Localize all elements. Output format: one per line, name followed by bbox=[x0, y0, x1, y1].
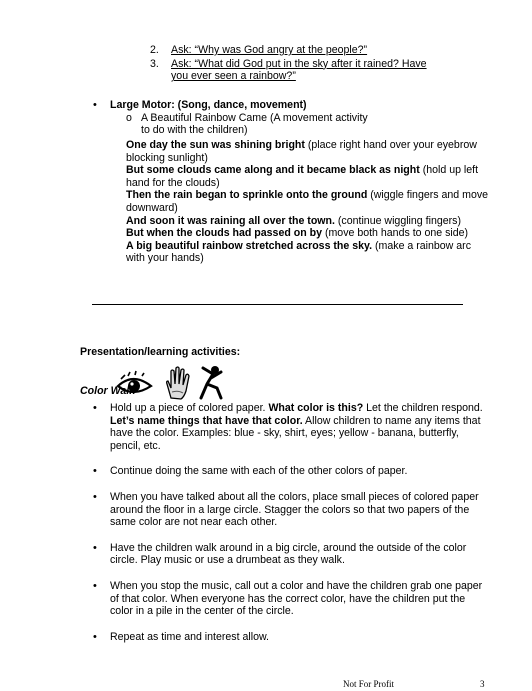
ask-text-continued: you ever seen a rainbow?” bbox=[171, 70, 296, 83]
step-text: pencil, etc. bbox=[110, 439, 161, 452]
ask-item bbox=[150, 58, 450, 83]
lyric-line bbox=[126, 202, 488, 215]
large-motor-heading: Large Motor: (Song, dance, movement) bbox=[110, 99, 307, 111]
step-text: When you stop the music, call out a color and have the children grab one paper bbox=[110, 579, 483, 592]
lyric-bold: One day the sun was shining bright bbox=[126, 139, 305, 151]
lyric-line bbox=[126, 252, 488, 265]
list-item bbox=[93, 542, 488, 567]
song-title-continued: to do with the children) bbox=[141, 124, 248, 136]
list-item bbox=[93, 631, 488, 644]
bullet: • bbox=[93, 541, 97, 554]
step-text: have the color. Examples: blue - sky, shirt, eyes; yellow - banana, butterfly, bbox=[110, 427, 459, 440]
bullet: • bbox=[93, 99, 97, 111]
page-footer bbox=[343, 678, 493, 691]
color-walk-title: Color Walk bbox=[80, 385, 136, 397]
bullet: • bbox=[93, 579, 97, 592]
lyric-bold: And soon it was raining all over the town. bbox=[126, 214, 335, 227]
step-text: same color are not near each other. bbox=[110, 516, 278, 529]
lyric-action: downward) bbox=[126, 201, 178, 214]
lyric-action: blocking sunlight) bbox=[126, 151, 208, 164]
lyric-line bbox=[126, 177, 488, 190]
ask-text: Ask: “Why was God angry at the people?” bbox=[171, 44, 368, 56]
color-walk-steps bbox=[93, 402, 488, 643]
ask-list bbox=[150, 44, 450, 84]
lyric-action: with your hands) bbox=[126, 252, 204, 265]
ask-item bbox=[150, 44, 450, 57]
step-text: Have the children walk around in a big circle, around the outside of the color bbox=[110, 541, 467, 554]
step-text: color in a pile in the center of the circle. bbox=[110, 605, 294, 618]
step-text: Allow children to name any items that bbox=[302, 414, 481, 427]
step-text: Let the children respond. bbox=[363, 402, 483, 414]
bullet: • bbox=[93, 465, 97, 478]
bullet: • bbox=[93, 490, 97, 503]
ask-number: 3. bbox=[150, 57, 159, 70]
step-text: When you have talked about all the colors, place small pieces of colored paper bbox=[110, 490, 479, 503]
section-title: Presentation/learning activities: bbox=[80, 346, 241, 358]
step-text: Repeat as time and interest allow. bbox=[110, 630, 269, 643]
lyric-bold: Then the rain began to sprinkle onto the ground bbox=[126, 189, 368, 202]
lyric-line bbox=[126, 164, 488, 177]
lyric-line bbox=[126, 139, 488, 152]
lyric-action: (make a rainbow arc bbox=[372, 239, 471, 252]
footer-text: Not For Profit bbox=[343, 679, 395, 689]
lyric-action: hand for the clouds) bbox=[126, 176, 220, 189]
step-text: of that color. When everyone has the correct color, have the children put the bbox=[110, 592, 466, 605]
lyric-line bbox=[126, 215, 488, 228]
lyric-line bbox=[126, 227, 488, 240]
bullet: • bbox=[93, 630, 97, 643]
song-title: A Beautiful Rainbow Came (A movement activity bbox=[141, 112, 368, 124]
step-instruction: Let’s name things that have that color. bbox=[110, 414, 303, 427]
lyric-line bbox=[126, 189, 488, 202]
list-item bbox=[93, 465, 488, 478]
hand-icon bbox=[167, 367, 189, 399]
lyric-line bbox=[126, 152, 488, 165]
lyric-action: (move both hands to one side) bbox=[322, 227, 469, 240]
list-item bbox=[93, 580, 488, 618]
song-lyrics bbox=[126, 139, 488, 265]
lyric-action: (place right hand over your eyebrow bbox=[304, 139, 477, 151]
step-text: Hold up a piece of colored paper. bbox=[110, 402, 269, 414]
sub-bullet-marker: o bbox=[126, 112, 132, 124]
step-text: around the floor in a large circle. Stagger the colors so that two papers of the bbox=[110, 503, 470, 516]
lyric-action: (continue wiggling fingers) bbox=[334, 214, 461, 227]
list-item bbox=[93, 491, 488, 529]
step-question: What color is this? bbox=[268, 402, 364, 414]
section-divider bbox=[92, 304, 463, 305]
lyric-line bbox=[126, 240, 488, 253]
ask-text: Ask: “What did God put in the sky after it rained? Have bbox=[171, 57, 427, 70]
lyric-bold: But some clouds came along and it became black as night bbox=[126, 164, 420, 177]
step-text: circle. Play music or use a drumbeat as they walk. bbox=[110, 554, 345, 567]
page-number: 3 bbox=[480, 679, 485, 689]
list-item bbox=[93, 402, 488, 452]
stretching-figure-icon bbox=[201, 366, 221, 398]
bullet: • bbox=[93, 402, 97, 414]
lyric-bold: But when the clouds had passed on by bbox=[126, 227, 323, 240]
ask-number: 2. bbox=[150, 44, 159, 56]
lyric-action: (wiggle fingers and move bbox=[367, 189, 489, 202]
lyric-action: (hold up left bbox=[419, 164, 479, 177]
step-text: Continue doing the same with each of the other colors of paper. bbox=[110, 465, 408, 478]
lyric-bold: A big beautiful rainbow stretched across the sky. bbox=[126, 239, 373, 252]
